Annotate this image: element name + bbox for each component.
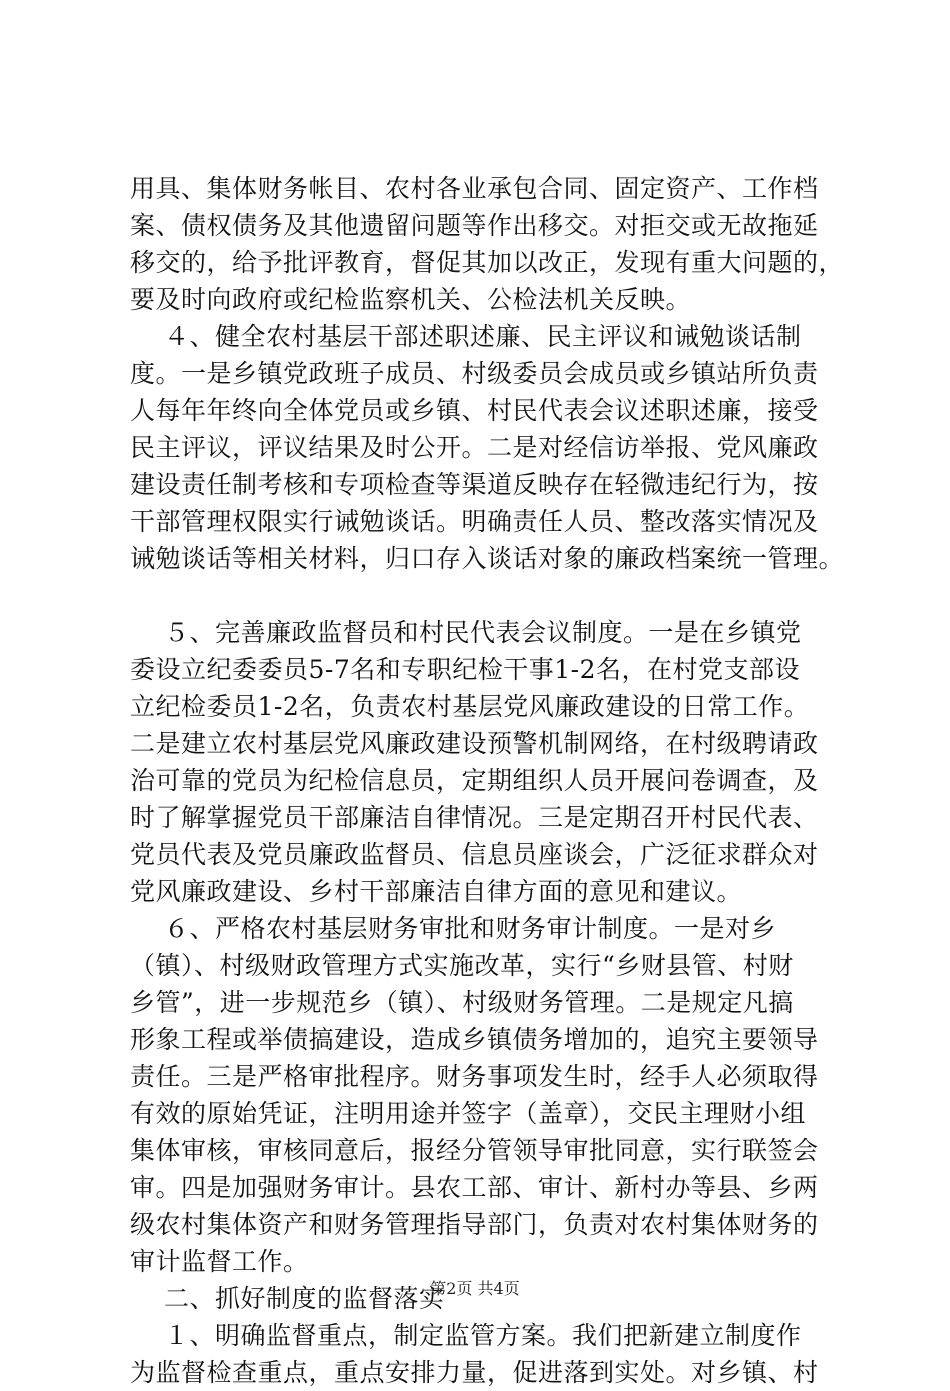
section-heading-line: ５、完善廉政监督员和村民代表会议制度。一是在乡镇党 — [130, 618, 802, 647]
text-line: 要及时向政府或纪检监察机关、公检法机关反映。 — [130, 285, 692, 314]
text-line: 有效的原始凭证，注明用途并签字（盖章），交民主理财小组 — [130, 1099, 807, 1128]
text-line: （镇）、村级财政管理方式实施改革，实行“乡财县管、村财 — [130, 951, 794, 980]
text-line: 审。四是加强财务审计。县农工部、审计、新村办等县、乡两 — [130, 1173, 819, 1202]
section-heading-line: ４、健全农村基层干部述职述廉、民主评议和诫勉谈话制 — [130, 322, 802, 351]
text-line: 审计监督工作。 — [130, 1247, 309, 1276]
section-heading-line: ６、严格农村基层财务审批和财务审计制度。一是对乡 — [130, 914, 776, 943]
text-line: 干部管理权限实行诫勉谈话。明确责任人员、整改落实情况及 — [130, 507, 819, 536]
page-number: 第2页 共4页 — [430, 1279, 520, 1298]
document-body — [130, 170, 845, 1391]
text-line: 为监督检查重点，重点安排力量，促进落到实处。对乡镇、村 — [130, 1358, 819, 1387]
text-line: 级农村集体资产和财务管理指导部门，负责对农村集体财务的 — [130, 1210, 819, 1239]
section-heading-line: １、明确监督重点，制定监管方案。我们把新建立制度作 — [130, 1321, 802, 1350]
text-line: 乡管”，进一步规范乡（镇）、村级财务管理。二是规定凡搞 — [130, 988, 794, 1017]
text-line: 党风廉政建设、乡村干部廉洁自律方面的意见和建议。 — [130, 877, 743, 906]
text-line: 集体审核，审核同意后，报经分管领导审批同意，实行联签会 — [130, 1136, 819, 1165]
text-line: 形象工程或举债搞建设，造成乡镇债务增加的，追究主要领导 — [130, 1025, 819, 1054]
text-line: 建设责任制考核和专项检查等渠道反映存在轻微违纪行为，按 — [130, 470, 819, 499]
section-heading-line: 二、抓好制度的监督落实 — [130, 1284, 445, 1313]
text-line: 委设立纪委委员5-7名和专职纪检干事1-2名，在村党支部设 — [130, 655, 801, 684]
text-line: 人每年年终向全体党员或乡镇、村民代表会议述职述廉，接受 — [130, 396, 819, 425]
text-line: 民主评议，评议结果及时公开。二是对经信访举报、党风廉政 — [130, 433, 819, 462]
page-footer — [0, 1278, 950, 1300]
text-line: 二是建立农村基层党风廉政建设预警机制网络，在村级聘请政 — [130, 729, 819, 758]
text-line: 时了解掌握党员干部廉洁自律情况。三是定期召开村民代表、 — [130, 803, 819, 832]
text-line: 用具、集体财务帐目、农村各业承包合同、固定资产、工作档 — [130, 174, 819, 203]
text-line: 责任。三是严格审批程序。财务事项发生时，经手人必须取得 — [130, 1062, 819, 1091]
text-line: 移交的，给予批评教育，督促其加以改正，发现有重大问题的， — [130, 248, 845, 277]
text-line: 诫勉谈话等相关材料，归口存入谈话对象的廉政档案统一管理。 — [130, 544, 845, 573]
text-line: 案、债权债务及其他遗留问题等作出移交。对拒交或无故拖延 — [130, 211, 819, 240]
text-line: 党员代表及党员廉政监督员、信息员座谈会，广泛征求群众对 — [130, 840, 819, 869]
blank-line — [130, 577, 830, 614]
text-line: 治可靠的党员为纪检信息员，定期组织人员开展问卷调查，及 — [130, 766, 819, 795]
text-line: 度。一是乡镇党政班子成员、村级委员会成员或乡镇站所负责 — [130, 359, 819, 388]
text-line: 立纪检委员1-2名，负责农村基层党风廉政建设的日常工作。 — [130, 692, 810, 721]
